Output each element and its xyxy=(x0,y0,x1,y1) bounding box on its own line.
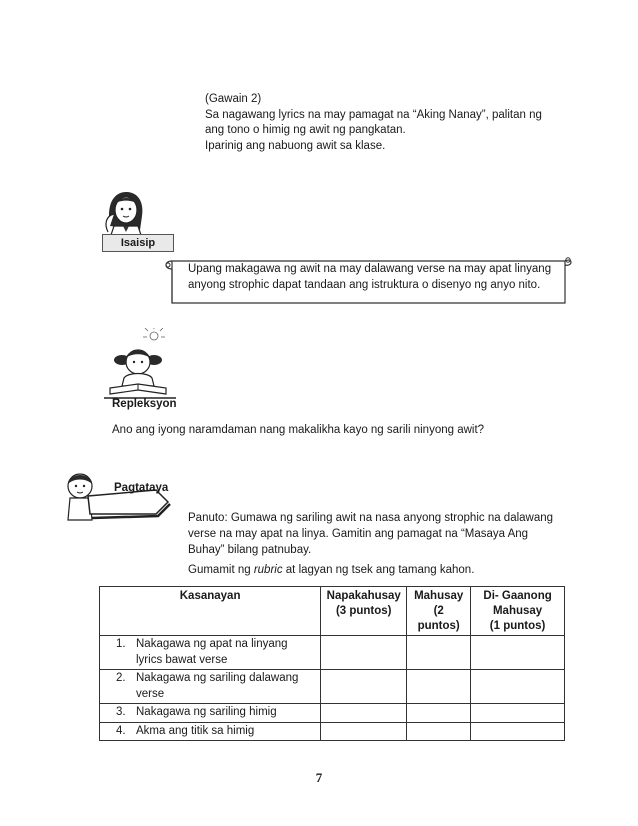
pagtataya-title: Pagtataya xyxy=(114,482,169,494)
gumamit-instruction xyxy=(188,564,474,576)
checkbox-cell-2[interactable] xyxy=(407,636,471,670)
panuto-line: Panuto: Gumawa ng sariling awit na nasa anyong strophic na dalawang xyxy=(188,512,554,524)
repleksyon-title: Repleksyon xyxy=(112,398,177,410)
checkbox-cell-3[interactable] xyxy=(321,670,407,704)
isaisip-text xyxy=(188,262,568,293)
table-row xyxy=(100,722,565,741)
header-di-gaanong-mahusay: Di- Gaanong Mahusay (1 puntos) xyxy=(471,587,565,636)
page-number: 7 xyxy=(315,770,323,785)
checkbox-cell-3[interactable] xyxy=(321,704,407,723)
gawain-line: Iparinig ang nabuong awit sa klase. xyxy=(205,139,386,152)
gumamit-before: Gumamit ng xyxy=(188,564,254,576)
table-row xyxy=(100,670,565,704)
panuto-block xyxy=(188,510,568,558)
checkbox-cell-2[interactable] xyxy=(407,722,471,741)
pointing-boy-illustration xyxy=(60,470,180,526)
checkbox-cell-1[interactable] xyxy=(471,704,565,723)
checkbox-cell-1[interactable] xyxy=(471,722,565,741)
checkbox-cell-3[interactable] xyxy=(321,636,407,670)
gawain-block xyxy=(205,92,565,154)
thinking-girl-illustration xyxy=(92,186,158,238)
checkbox-cell-1[interactable] xyxy=(471,636,565,670)
checkbox-cell-1[interactable] xyxy=(471,670,565,704)
checkbox-cell-3[interactable] xyxy=(321,722,407,741)
checkbox-cell-2[interactable] xyxy=(407,704,471,723)
repleksyon-question: Ano ang iyong naramdaman nang makalikha kayo ng sarili ninyong awit? xyxy=(112,424,485,436)
isaisip-label: Isaisip xyxy=(102,234,174,252)
criterion-cell: 2. Nakagawa ng sariling dalawang verse xyxy=(100,670,321,704)
rubric-word: rubric xyxy=(253,564,283,576)
isaisip-line: anyong strophic dapat tandaan ang istruktura o disenyo ng anyo nito. xyxy=(188,278,541,291)
gawain-line: ang tono o himig ng awit ng pangkatan. xyxy=(205,124,406,136)
checkbox-cell-2[interactable] xyxy=(407,670,471,704)
gawain-line: Sa nagawang lyrics na may pamagat na “Aking Nanay”, palitan ng xyxy=(205,108,542,121)
gumamit-after: at lagyan ng tsek ang tamang kahon. xyxy=(282,564,475,576)
header-mahusay: Mahusay (2 puntos) xyxy=(407,587,471,636)
gawain-title: (Gawain 2) xyxy=(205,93,262,105)
rubric-table xyxy=(99,586,565,741)
isaisip-line: Upang makagawa ng awit na may dalawang verse na may apat linyang xyxy=(188,263,552,275)
rubric-header-row xyxy=(100,587,565,636)
table-row xyxy=(100,704,565,723)
panuto-line: verse na may apat na linya. Gamitin ang pamagat na “Masaya Ang xyxy=(188,528,529,540)
header-napakahusay: Napakahusay (3 puntos) xyxy=(321,587,407,636)
criterion-cell: 1. Nakagawa ng apat na linyang lyrics bawat verse xyxy=(100,636,321,670)
criterion-cell: 3. Nakagawa ng sariling himig xyxy=(100,704,321,723)
panuto-line: Buhay” bilang patnubay. xyxy=(188,544,312,556)
reading-girl-illustration xyxy=(100,328,180,406)
header-kasanayan: Kasanayan xyxy=(100,587,321,636)
criterion-cell: 4. Akma ang titik sa himig xyxy=(100,722,321,741)
table-row xyxy=(100,636,565,670)
